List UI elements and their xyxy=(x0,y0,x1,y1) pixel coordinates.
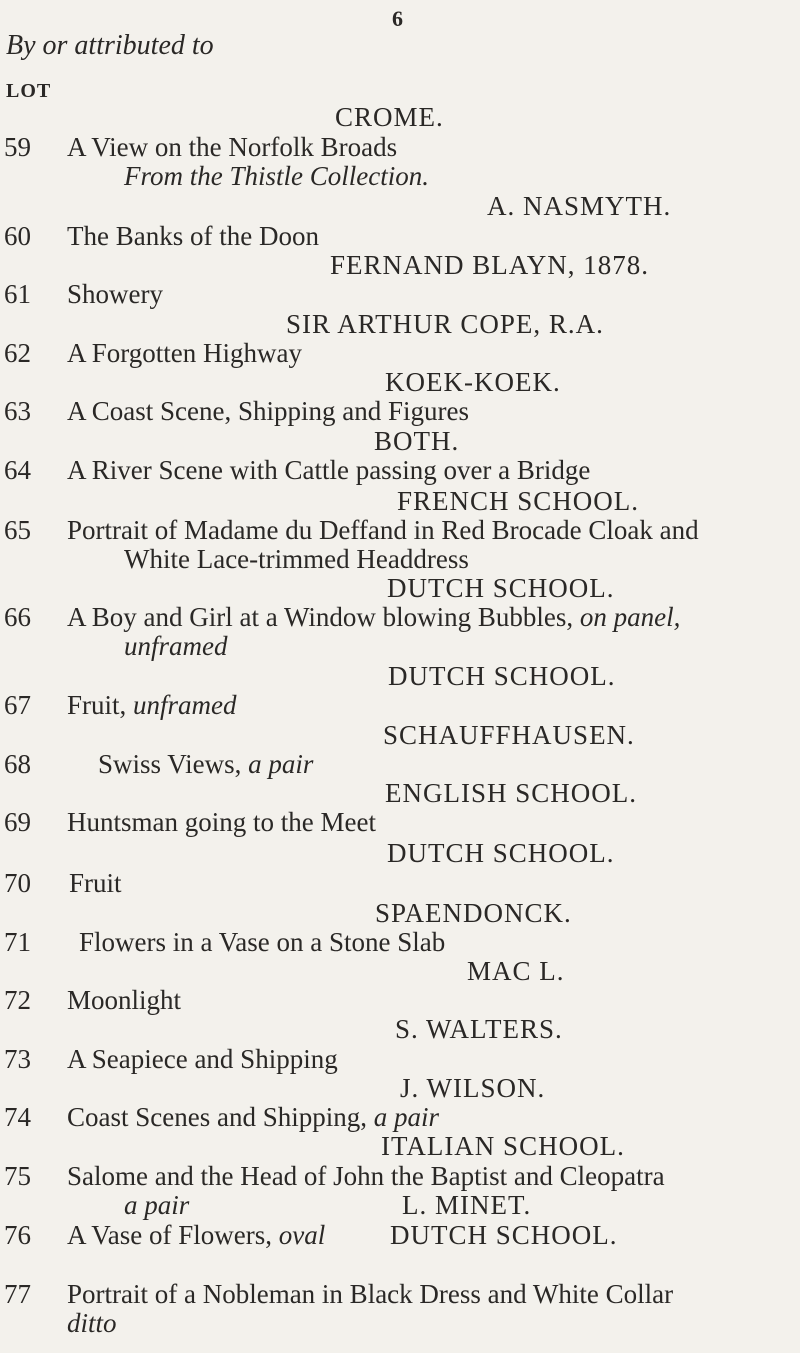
artist-line: FERNAND BLAYN, 1878. xyxy=(330,250,650,280)
lot-title: A View on the Norfolk Broads xyxy=(67,132,398,162)
lot-number: 63 xyxy=(4,396,31,426)
lot-number: 60 xyxy=(4,221,31,251)
lot-title: Showery xyxy=(67,279,163,309)
lot-medium: a pair xyxy=(248,749,314,779)
lot-number: 62 xyxy=(4,338,31,368)
artist-line: SCHAUFFHAUSEN. xyxy=(383,720,635,750)
artist-line: SIR ARTHUR COPE, R.A. xyxy=(286,309,604,339)
lot-number: 67 xyxy=(4,690,31,720)
artist-line: S. WALTERS. xyxy=(395,1014,563,1044)
lot-title xyxy=(67,1101,439,1133)
lot-title-continued: unframed xyxy=(124,631,228,661)
lot-title: Salome and the Head of John the Baptist and Cleopatra xyxy=(67,1161,665,1191)
lot-title: A Coast Scene, Shipping and Figures xyxy=(67,396,469,426)
lot-title xyxy=(67,601,680,633)
lot-title xyxy=(67,689,237,721)
artist-line: CROME. xyxy=(335,102,444,132)
lot-title-text: A Vase of Flowers, xyxy=(67,1220,272,1250)
lot-title: A River Scene with Cattle passing over a Bridge xyxy=(67,455,591,485)
lot-medium: on panel, xyxy=(579,602,681,632)
lot-title-text: Coast Scenes and Shipping, xyxy=(67,1102,367,1132)
artist-line: J. WILSON. xyxy=(400,1073,546,1103)
lot-title: A Forgotten Highway xyxy=(67,338,302,368)
section-heading: By or attributed to xyxy=(6,30,214,61)
lot-number: 68 xyxy=(4,749,31,779)
artist-line: DUTCH SCHOOL. xyxy=(387,573,615,603)
lot-number: 70 xyxy=(4,868,31,898)
lot-medium: unframed xyxy=(133,690,237,720)
lot-column-header: LOT xyxy=(6,80,52,102)
artist-line: L. MINET. xyxy=(402,1190,532,1220)
artist-line: KOEK-KOEK. xyxy=(385,367,561,397)
lot-title: Flowers in a Vase on a Stone Slab xyxy=(79,927,446,957)
lot-medium: oval xyxy=(278,1220,326,1250)
lot-title-continued: White Lace-trimmed Headdress xyxy=(124,544,469,574)
artist-line: SPAENDONCK. xyxy=(375,898,572,928)
artist-line: A. NASMYTH. xyxy=(487,191,672,221)
page-number: 6 xyxy=(392,6,403,31)
lot-title xyxy=(98,748,313,780)
artist-line: ITALIAN SCHOOL. xyxy=(381,1131,625,1161)
lot-number: 73 xyxy=(4,1044,31,1074)
artist-line: DUTCH SCHOOL. xyxy=(387,838,615,868)
lot-number: 72 xyxy=(4,985,31,1015)
lot-number: 69 xyxy=(4,807,31,837)
lot-title-continued: a pair xyxy=(124,1190,190,1220)
artist-line: FRENCH SCHOOL. xyxy=(397,486,640,516)
lot-title: A Seapiece and Shipping xyxy=(67,1044,338,1074)
lot-title: Portrait of Madame du Deffand in Red Brocade Cloak and xyxy=(67,515,699,545)
lot-title: Huntsman going to the Meet xyxy=(67,807,376,837)
lot-title-continued: ditto xyxy=(67,1308,117,1338)
artist-line: MAC L. xyxy=(467,956,565,986)
lot-title: Portrait of a Nobleman in Black Dress and White Collar xyxy=(67,1279,674,1309)
lot-number: 66 xyxy=(4,602,31,632)
lot-medium: a pair xyxy=(373,1102,439,1132)
lot-number: 74 xyxy=(4,1102,31,1132)
lot-number: 71 xyxy=(4,927,31,957)
lot-number: 64 xyxy=(4,455,31,485)
artist-line: ENGLISH SCHOOL. xyxy=(385,778,638,808)
lot-title: The Banks of the Doon xyxy=(67,221,319,251)
artist-line: BOTH. xyxy=(374,426,460,456)
lot-title: Fruit xyxy=(69,868,122,898)
lot-number: 59 xyxy=(4,132,31,162)
lot-number: 75 xyxy=(4,1161,31,1191)
lot-title-text: A Boy and Girl at a Window blowing Bubbles, xyxy=(67,602,574,632)
lot-title: Moonlight xyxy=(67,985,182,1015)
artist-line: DUTCH SCHOOL. xyxy=(390,1220,618,1250)
lot-title xyxy=(67,1219,325,1251)
artist-line: DUTCH SCHOOL. xyxy=(388,661,616,691)
lot-number: 61 xyxy=(4,279,31,309)
lot-note: From the Thistle Collection. xyxy=(124,161,429,191)
lot-title-text: Swiss Views, xyxy=(98,749,242,779)
lot-number: 76 xyxy=(4,1220,31,1250)
lot-title-text: Fruit, xyxy=(67,690,127,720)
lot-number: 65 xyxy=(4,515,31,545)
lot-number: 77 xyxy=(4,1279,31,1309)
